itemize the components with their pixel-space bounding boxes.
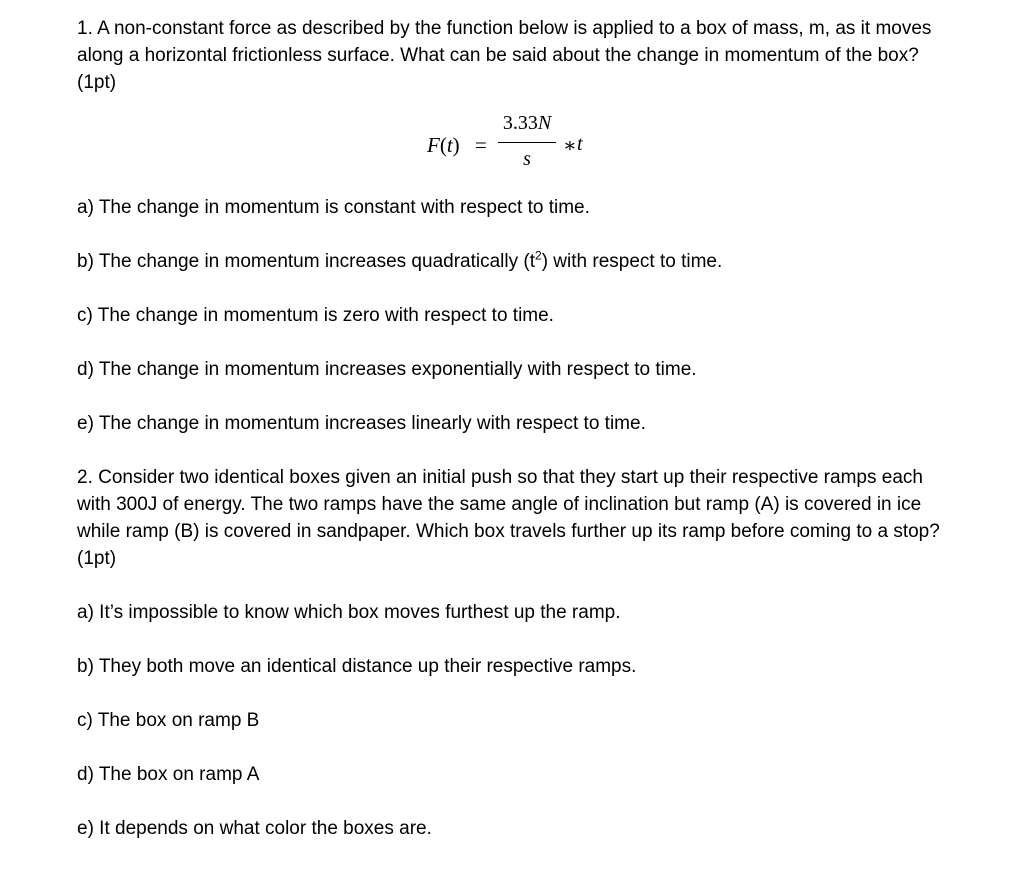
formula-open-paren: ( (439, 133, 447, 157)
question-2-stem: 2. Consider two identical boxes given an initial push so that they start up their respective ramps each with 300J of energy. The two ramps have the same angle of inclination but ramp (A) is covered in ice while ramp (B) is covered in sandpaper. Which box travels further up its ramp before coming to a stop? (1pt) (77, 467, 940, 569)
document-page (77, 15, 957, 869)
option-b-text: b) The change in momentum increases quadratically (t (77, 251, 535, 272)
formula-numerator-value: 3.33 (502, 112, 538, 134)
formula-numerator (498, 112, 556, 135)
formula-equals: = (475, 133, 487, 157)
question-2-option-c: c) The box on ramp B (77, 710, 260, 731)
option-b-tail: ) with respect to time. (541, 251, 723, 272)
formula-numerator-unit: N (537, 112, 552, 134)
question-2-option-a: a) It’s impossible to know which box moves furthest up the ramp. (77, 602, 621, 623)
formula-operator: ∗ (563, 135, 577, 157)
question-1-option-b (77, 248, 957, 302)
question-2-option-d: d) The box on ramp A (77, 764, 260, 785)
formula-close-paren: ) (452, 133, 460, 157)
formula-lhs-variable: t (446, 133, 453, 157)
question-1-stem: 1. A non-constant force as described by the function below is applied to a box of mass, m, as it moves along a horizontal frictionless surface. What can be said about the change in momentum of the box? (1pt) (77, 18, 932, 93)
question-2-option-e: e) It depends on what color the boxes are. (77, 818, 432, 839)
formula-variable: t (577, 133, 583, 155)
question-1-option-e: e) The change in momentum increases linearly with respect to time. (77, 413, 646, 434)
formula-fraction (498, 104, 556, 176)
question-1-option-a: a) The change in momentum is constant with respect to time. (77, 197, 590, 218)
formula-function-name: F (427, 133, 440, 157)
fraction-bar (498, 142, 556, 143)
formula-denominator: s (523, 148, 531, 170)
formula-lhs (427, 133, 460, 158)
question-1-option-d: d) The change in momentum increases exponentially with respect to time. (77, 359, 697, 380)
question-2-option-b: b) They both move an identical distance up their respective ramps. (77, 656, 637, 677)
force-formula (77, 104, 957, 194)
question-1-option-c: c) The change in momentum is zero with respect to time. (77, 305, 554, 326)
option-b-superscript: 2 (535, 248, 542, 263)
